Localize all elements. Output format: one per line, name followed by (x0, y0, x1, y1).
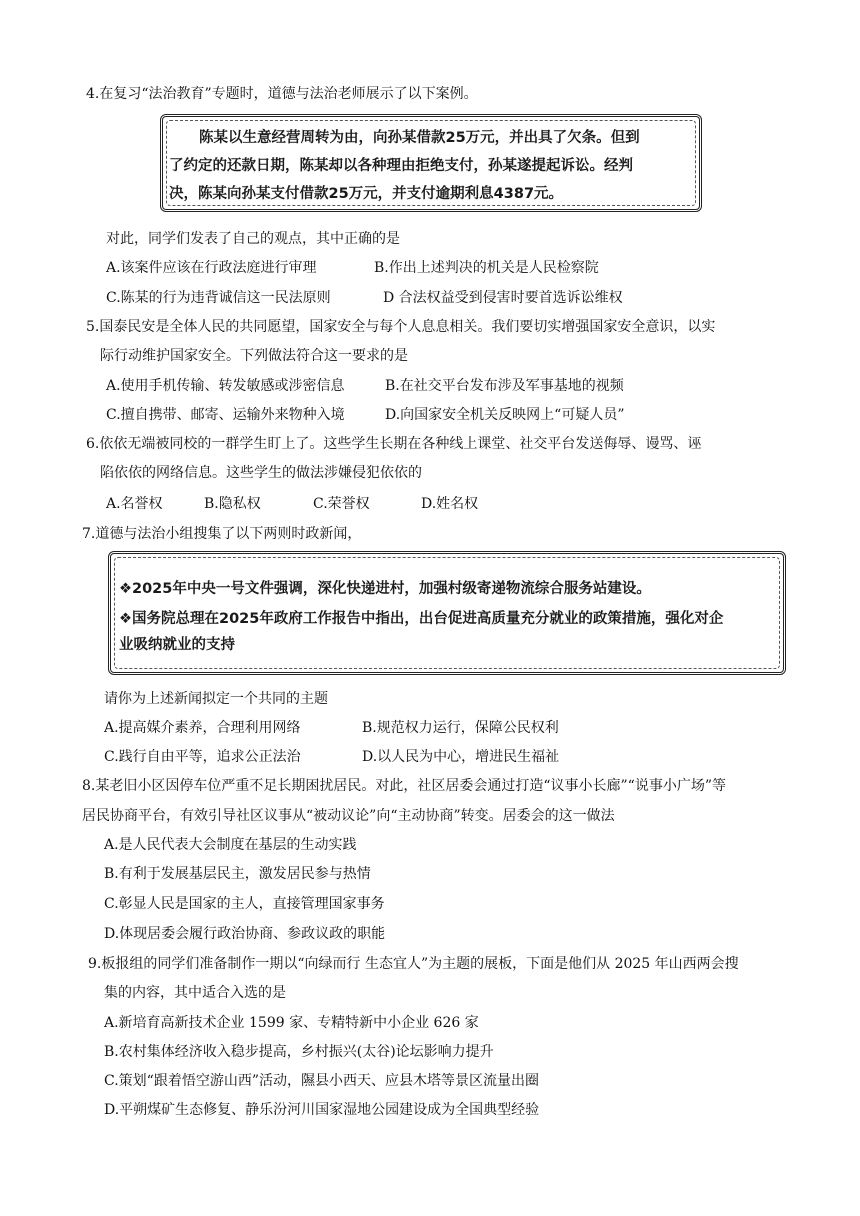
q9-option-d: D.平朔煤矿生态修复、静乐汾河川国家湿地公园建设成为全国典型经验 (104, 1102, 540, 1118)
q8-stem-line: 居民协商平台，有效引导社区议事从“被动议论”向“主动协商”转变。居委会的这一做法 (82, 808, 615, 824)
q7-news-line: ❖2025年中央一号文件强调，深化快递进村，加强村级寄递物流综合服务站建设。 (119, 581, 651, 597)
q5-option-d: D.向国家安全机关反映网上“可疑人员” (385, 407, 625, 423)
q4-case-line: 了约定的还款日期，陈某却以各种理由拒绝支付，孙某遂提起诉讼。经判 (169, 158, 633, 174)
q6-stem-line: 6.依依无端被同校的一群学生盯上了。这些学生长期在各种线上课堂、社交平台发送侮辱、谩骂、诬 (86, 436, 702, 452)
q7-option-b: B.规范权力运行，保障公民权利 (362, 720, 559, 736)
q5-option-a: A.使用手机传输、转发敏感或涉密信息 (106, 378, 345, 394)
q4-option-c: C.陈某的行为违背诚信这一民法原则 (106, 290, 331, 306)
q7-news-line: ❖国务院总理在2025年政府工作报告中指出，出台促进高质量充分就业的政策措施，强化对企 (119, 611, 724, 627)
q4-option-a: A.该案件应该在行政法庭进行审理 (106, 260, 317, 276)
q8-option-a: A.是人民代表大会制度在基层的生动实践 (104, 837, 357, 853)
q9-stem-line: 集的内容，其中适合入选的是 (104, 985, 286, 1001)
q9-option-b: B.农村集体经济收入稳步提高，乡村振兴(太谷)论坛影响力提升 (104, 1044, 494, 1060)
q7-option-a: A.提高媒介素养，合理利用网络 (104, 720, 301, 736)
q7-news-line: 业吸纳就业的支持 (119, 637, 235, 653)
q4-case-box (160, 114, 702, 212)
q7-stem: 7.道德与法治小组搜集了以下两则时政新闻， (82, 526, 362, 542)
q5-stem-line: 际行动维护国家安全。下列做法符合这一要求的是 (100, 348, 408, 364)
q4-stem: 4.在复习“法治教育”专题时，道德与法治老师展示了以下案例。 (86, 86, 478, 102)
q9-option-c: C.策划“跟着悟空游山西”活动，隰县小西天、应县木塔等景区流量出圈 (104, 1073, 539, 1089)
q6-option-d: D.姓名权 (421, 496, 479, 512)
q7-option-c: C.践行自由平等，追求公正法治 (104, 749, 301, 765)
q6-option-c: C.荣誉权 (313, 496, 370, 512)
q7-prompt: 请你为上述新闻拟定一个共同的主题 (104, 691, 328, 707)
q4-case-line: 陈某以生意经营周转为由，向孙某借款25万元，并出具了欠条。但到 (199, 130, 640, 146)
q5-stem-line: 5.国泰民安是全体人民的共同愿望，国家安全与每个人息息相关。我们要切实增强国家安全意识，以实 (86, 319, 716, 335)
q9-option-a: A.新培育高新技术企业 1599 家、专精特新中小企业 626 家 (104, 1015, 479, 1031)
q7-option-d: D.以人民为中心，增进民生福祉 (362, 749, 560, 765)
q9-stem-line: 9.板报组的同学们准备制作一期以“向绿而行 生态宜人”为主题的展板，下面是他们从 2025 年山西两会搜 (88, 956, 739, 972)
q8-option-b: B.有利于发展基层民主，激发居民参与热情 (104, 866, 371, 882)
q6-stem-line: 陷依依的网络信息。这些学生的做法涉嫌侵犯依依的 (100, 465, 422, 481)
q6-option-a: A.名誉权 (106, 496, 163, 512)
q7-news-box (108, 551, 786, 675)
q8-option-c: C.彰显人民是国家的主人，直接管理国家事务 (104, 896, 385, 912)
q5-option-b: B.在社交平台发布涉及军事基地的视频 (385, 378, 624, 394)
q4-case-line: 决，陈某向孙某支付借款25万元，并支付逾期利息4387元。 (169, 186, 564, 202)
q8-option-d: D.体现居委会履行政治协商、参政议政的职能 (104, 926, 386, 942)
q4-prompt: 对此，同学们发表了自己的观点，其中正确的是 (106, 231, 400, 247)
q4-option-b: B.作出上述判决的机关是人民检察院 (374, 260, 599, 276)
q4-option-d: D 合法权益受到侵害时要首选诉讼维权 (383, 290, 623, 306)
q6-option-b: B.隐私权 (204, 496, 261, 512)
q5-option-c: C.擅自携带、邮寄、运输外来物种入境 (106, 407, 345, 423)
q8-stem-line: 8.某老旧小区因停车位严重不足长期困扰居民。对此，社区居委会通过打造“议事小长廊”“说事小广场”等 (82, 778, 726, 794)
